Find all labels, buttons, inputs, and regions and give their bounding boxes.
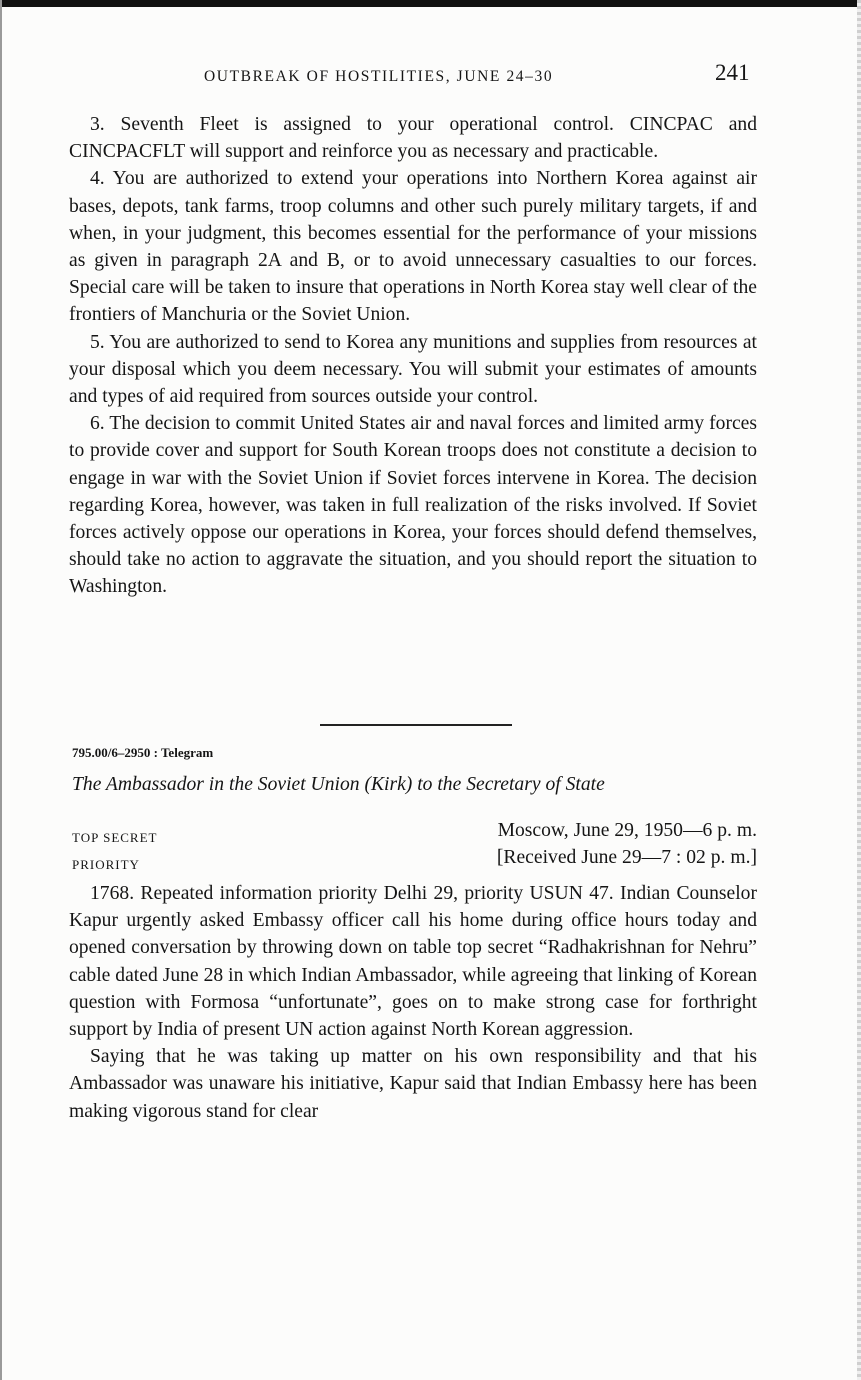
file-reference: 795.00/6–2950 : Telegram — [72, 745, 214, 760]
received-dateline: [Received June 29—7 : 02 p. m.] — [496, 847, 757, 868]
telegram-text — [69, 880, 757, 1125]
top-border — [0, 0, 861, 7]
page-number: 241 — [715, 60, 750, 85]
sent-dateline: Moscow, June 29, 1950—6 p. m. — [497, 820, 757, 841]
paragraph-5: 5. You are authorized to send to Korea any munitions and supplies from resources at your disposal which you deem necessary. You will submit your estimates of amounts and types of aid required from sources outside your control. — [69, 331, 757, 408]
classification-label: TOP SECRET — [72, 830, 158, 845]
right-page-edge — [857, 0, 861, 1380]
instructions-text — [69, 111, 757, 601]
telegram-paragraph: Saying that he was taking up matter on his own responsibility and that his Ambassador was unaware his initiative, Kapur said that Indian Embassy here has been making vigorous stand for clear — [69, 1046, 757, 1122]
paragraph-3: 3. Seventh Fleet is assigned to your operational control. CINCPAC and CINCPACFLT will support and reinforce you as necessary and practicable. — [69, 114, 757, 163]
paragraph-4: 4. You are authorized to extend your operations into Northern Korea against air bases, depots, tank farms, troop columns and other such purely military targets, if and when, in your judgment, this becomes essential for the performance of your missions as given in paragraph 2A and B, or to avoid unnecessary casualties to our forces. Special care will be taken to insure that operations in North Korea stay well clear of the frontiers of Manchuria or the Soviet Union. — [69, 168, 757, 326]
telegram-paragraph: 1768. Repeated information priority Delhi 29, priority USUN 47. Indian Counselor Kapur urgently asked Embassy officer call his home during office hours today and opened conversation by throwing down on table top secret “Radhakrishnan for Nehru” cable dated June 28 in which Indian Ambassador, while agreeing that linking of Korean question with Formosa “unfortunate”, goes on to make strong case for forthright support by India of present UN action against North Korean aggression. — [69, 883, 757, 1041]
precedence-label: PRIORITY — [72, 857, 140, 872]
document-title: The Ambassador in the Soviet Union (Kirk) to the Secretary of State — [72, 774, 605, 795]
running-head: OUTBREAK OF HOSTILITIES, JUNE 24–30 — [204, 68, 554, 85]
paragraph-6: 6. The decision to commit United States air and naval forces and limited army forces to provide cover and support for South Korean troops does not constitute a decision to engage in war with the Soviet Union if Soviet forces intervene in Korea. The decision regarding Korea, however, was taken in full realization of the risks involved. If Soviet forces actively oppose our operations in Korea, your forces should defend themselves, should take no action to aggravate the situation, and you should report the situation to Washington. — [69, 413, 757, 598]
left-page-edge — [0, 0, 2, 1380]
section-divider — [320, 724, 512, 726]
